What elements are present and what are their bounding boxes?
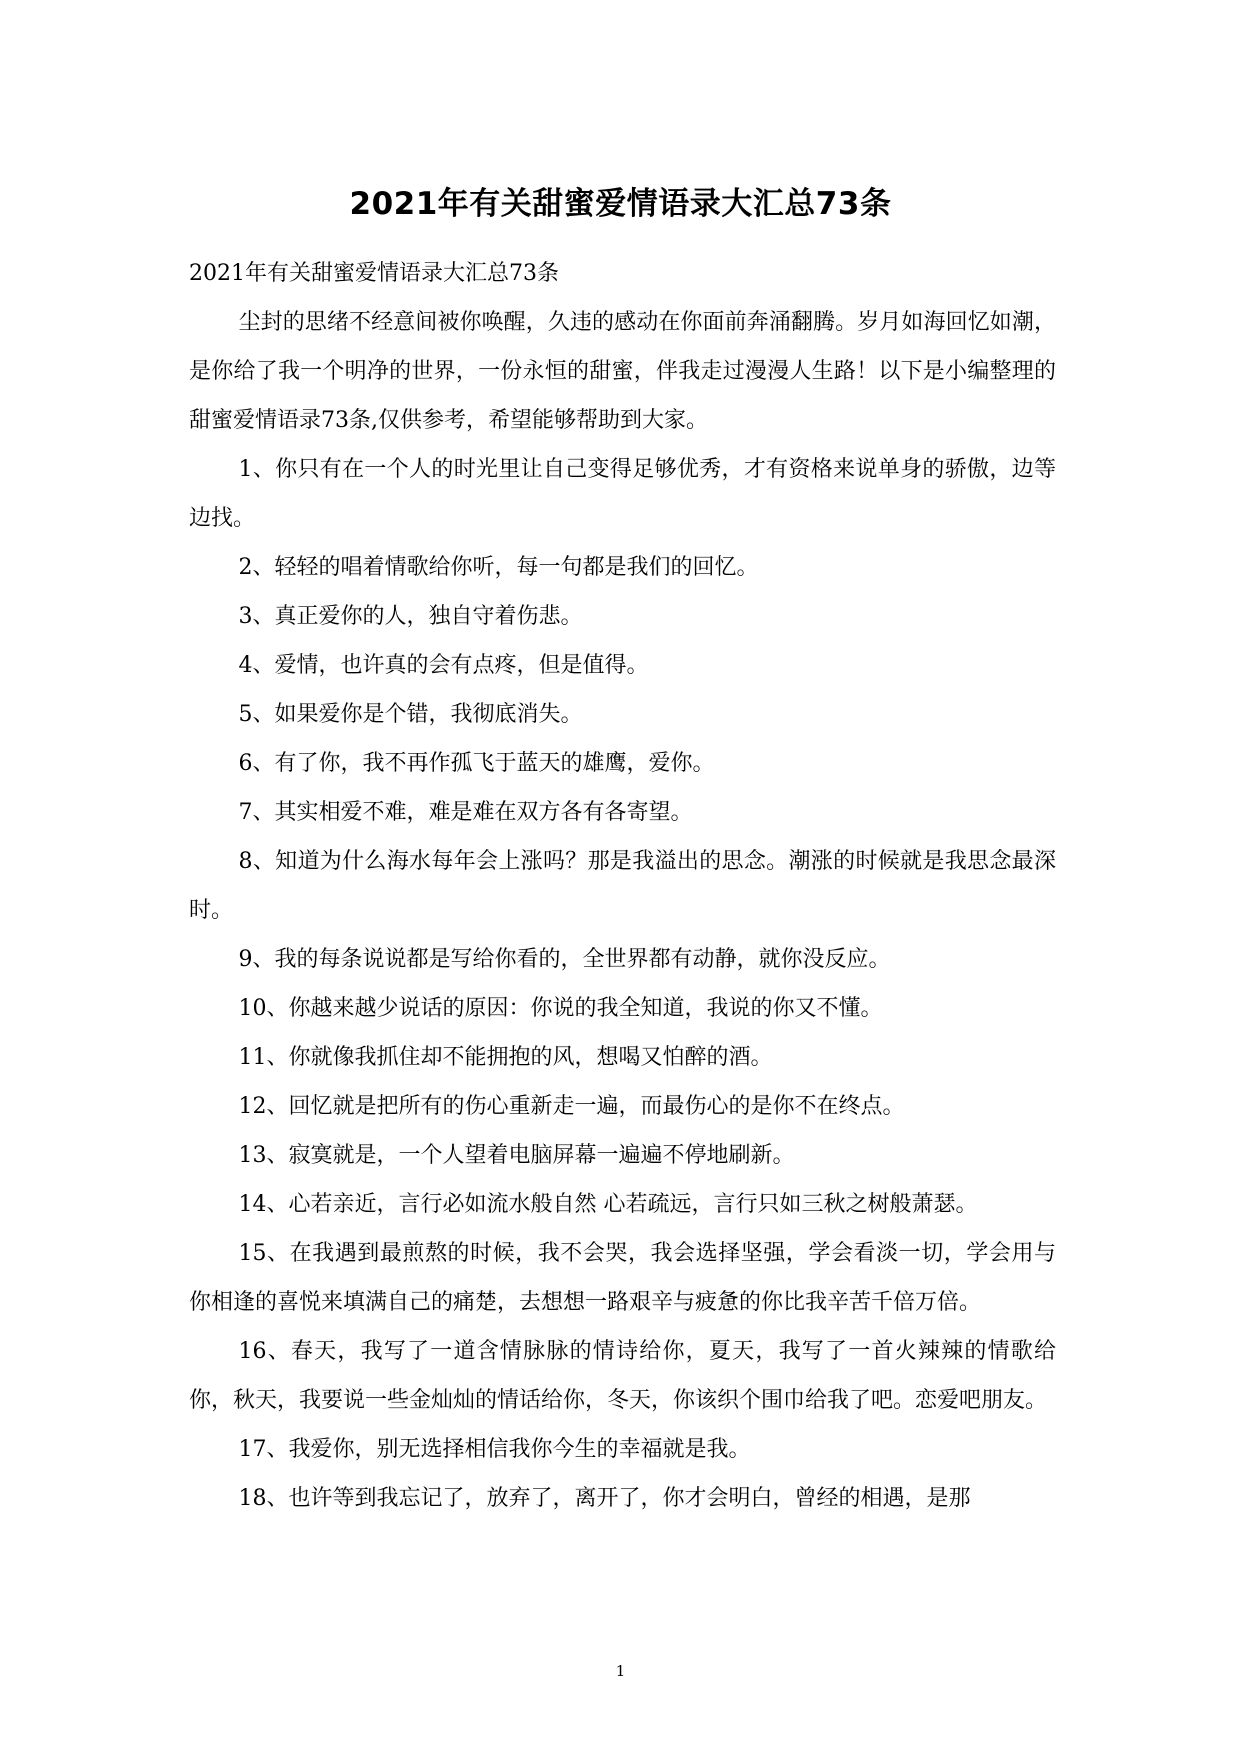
list-item: 2、轻轻的唱着情歌给你听，每一句都是我们的回忆。	[238, 555, 759, 580]
list-item: 11、你就像我抓住却不能拥抱的风，想喝又怕醉的酒。	[238, 1045, 773, 1070]
list-item: 14、心若亲近，言行必如流水般自然 心若疏远，言行只如三秋之树般萧瑟。	[238, 1192, 978, 1217]
list-item: 15、在我遇到最煎熬的时候，我不会哭，我会选择坚强，学会看淡一切，学会用与你相逢的喜悦来填满自己的痛楚，去想想一路艰辛与疲惫的你比我辛苦千倍万倍。	[189, 1241, 1056, 1315]
document-title: 2021年有关甜蜜爱情语录大汇总73条	[349, 186, 892, 222]
list-item: 6、有了你，我不再作孤飞于蓝天的雄鹰，爱你。	[238, 751, 715, 776]
list-item: 9、我的每条说说都是写给你看的，全世界都有动静，就你没反应。	[238, 947, 891, 972]
list-item: 3、真正爱你的人，独自守着伤悲。	[238, 604, 583, 629]
list-item: 12、回忆就是把所有的伤心重新走一遍，而最伤心的是你不在终点。	[238, 1094, 905, 1119]
list-item: 4、爱情，也许真的会有点疼，但是值得。	[238, 653, 649, 678]
list-item: 7、其实相爱不难，难是难在双方各有各寄望。	[238, 800, 693, 825]
list-item: 8、知道为什么海水每年会上涨吗？那是我溢出的思念。潮涨的时候就是我思念最深时。	[189, 849, 1056, 923]
list-item: 1、你只有在一个人的时光里让自己变得足够优秀，才有资格来说单身的骄傲，边等边找。	[189, 457, 1056, 531]
list-item: 18、也许等到我忘记了，放弃了，离开了，你才会明白，曾经的相遇，是那	[238, 1486, 971, 1511]
list-item: 13、寂寞就是，一个人望着电脑屏幕一遍遍不停地刷新。	[238, 1143, 795, 1168]
list-item: 10、你越来越少说话的原因：你说的我全知道，我说的你又不懂。	[238, 996, 883, 1021]
list-item: 16、春天，我写了一道含情脉脉的情诗给你，夏天，我写了一首火辣辣的情歌给你，秋天，我要说一些金灿灿的情话给你，冬天，你该织个围巾给我了吧。恋爱吧朋友。	[189, 1339, 1056, 1413]
document-body	[189, 249, 1056, 1523]
page-number: 1	[615, 1662, 626, 1680]
document-subtitle: 2021年有关甜蜜爱情语录大汇总73条	[189, 261, 559, 286]
intro-paragraph: 尘封的思绪不经意间被你唤醒，久违的感动在你面前奔涌翻腾。岁月如海回忆如潮，是你给了我一个明净的世界，一份永恒的甜蜜，伴我走过漫漫人生路！以下是小编整理的甜蜜爱情语录73条,仅供参考，希望能够帮助到大家。	[189, 310, 1056, 433]
list-item: 17、我爱你，别无选择相信我你今生的幸福就是我。	[238, 1437, 751, 1462]
list-item: 5、如果爱你是个错，我彻底消失。	[238, 702, 583, 727]
